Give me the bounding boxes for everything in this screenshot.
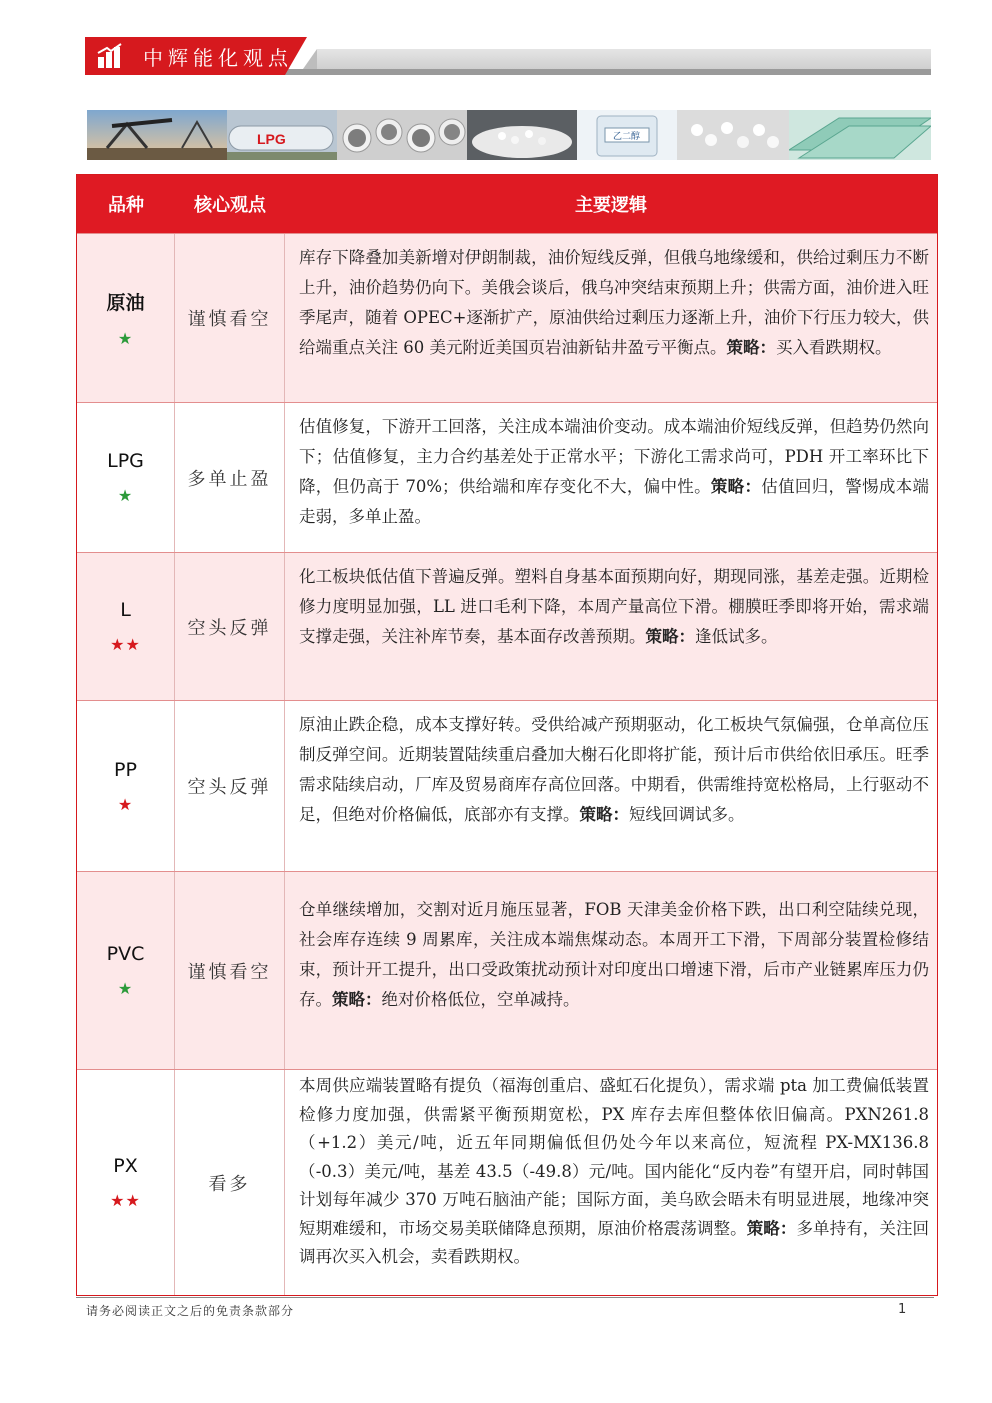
rating-stars: ★★ — [110, 1191, 141, 1210]
strategy-label: 策略： — [746, 1218, 797, 1238]
header-title: 中辉能化观点 — [143, 46, 293, 70]
logic-text: 本周供应端装置略有提负（福海创重启、盛虹石化提负），需求端 pta 加工费偏低装置检修力度加强，供需紧平衡预期宽松，PX 库存去库但整体依旧偏高。PXN261.8（+1.2）美元/吨，近五年同期偏低但仍处今年以来高位，短流程 PX-MX136.8（-0.3）美元/吨，基差 43.5（-49.8）元/吨。国内能化“反内卷”有望开启，同时韩国计划每年减少 370 万吨石脑油产能；国际方面，美乌欧会晤未有明显进展，地缘冲突短期难缓和，市场交易美联储降息预期，原油价格震荡调整。 — [299, 1076, 929, 1238]
table-row — [77, 402, 937, 552]
logic-text: 仓单继续增加，交割对近月施压显著，FOB 天津美金价格下跌，出口利空陆续兑现，社会库存连续 9 周累库，关注成本端焦煤动态。本周开工下滑，下周部分装置检修结束，预计开工提升，出口受政策扰动预计对印度出口增速下滑，后市产业链累库压力仍存。 — [299, 900, 929, 1009]
product-name: PX — [113, 1155, 138, 1177]
core-view-cell — [175, 872, 285, 1069]
bar-chart-building-icon — [97, 43, 123, 69]
core-view-text: 多单止盈 — [187, 468, 272, 490]
strategy-label: 策略： — [645, 627, 695, 646]
pvc-pipes-image — [337, 110, 467, 160]
main-logic-cell — [285, 553, 937, 700]
main-logic-cell — [285, 234, 937, 402]
table-header — [77, 175, 937, 233]
product-cell — [77, 701, 175, 871]
product-name: LPG — [107, 450, 144, 472]
logic-text: 库存下降叠加美新增对伊朗制裁，油价短线反弹，但俄乌地缘缓和，供给过剩压力不断上升，油价趋势仍向下。美俄会谈后，俄乌冲突结束预期上升；供需方面，油价进入旺季尾声，随着 OPEC+逐渐扩产，原油供给过剩压力逐渐上升，油价下行压力较大，供给端重点关注 60 美元附近美国页岩油新钻井盈亏平衡点。 — [299, 248, 929, 357]
table-row — [77, 233, 937, 402]
header-gray-line — [285, 69, 931, 75]
main-logic-cell — [285, 403, 937, 552]
product-name: PVC — [106, 943, 145, 965]
strategy-text: 逢低试多。 — [695, 627, 778, 646]
core-view-cell — [175, 701, 285, 871]
page-number: 1 — [898, 1302, 907, 1317]
product-name: L — [120, 599, 131, 621]
rating-stars: ★★ — [110, 635, 141, 654]
strategy-label: 策略： — [726, 338, 776, 357]
core-view-text: 空头反弹 — [187, 777, 272, 798]
table-row — [77, 1069, 937, 1295]
core-view-text: 谨慎看空 — [187, 961, 272, 983]
table-row — [77, 871, 937, 1069]
core-view-cell — [175, 553, 285, 700]
header-gray-band — [317, 49, 931, 69]
strategy-label: 策略： — [710, 477, 762, 496]
plastic-pellets-image — [467, 110, 577, 160]
ethylene-glycol-bottle-image — [577, 110, 677, 160]
oil-pumpjack-image — [87, 110, 227, 160]
lpg-tank-text: LPG — [257, 131, 286, 147]
core-view-text: 谨慎看空 — [187, 309, 272, 330]
strategy-text: 多单持有，关注回调再次买入机会，卖看跌期权。 — [299, 1218, 930, 1266]
lpg-tank-image — [227, 110, 337, 160]
bottle-label-text: 乙二醇 — [613, 132, 641, 142]
report-header-banner — [85, 37, 933, 77]
table-row — [77, 700, 937, 871]
strategy-text: 买入看跌期权。 — [776, 338, 892, 357]
product-cell — [77, 1070, 175, 1295]
product-name: PP — [114, 758, 137, 781]
main-logic-cell — [285, 872, 937, 1069]
strategy-label: 策略： — [579, 805, 629, 824]
footer-divider — [76, 1297, 934, 1298]
core-view-cell — [175, 1070, 285, 1295]
industry-image-strip — [87, 110, 931, 160]
rating-stars: ★ — [117, 794, 134, 814]
strategy-text: 短线回调试多。 — [629, 805, 745, 824]
strategy-text: 估值回归，警惕成本端走弱，多单止盈。 — [299, 477, 930, 526]
main-logic-cell — [285, 701, 937, 871]
strategy-label: 策略： — [332, 990, 382, 1009]
footer-disclaimer: 请务必阅读正文之后的免责条款部分 — [86, 1304, 295, 1318]
core-view-cell — [175, 234, 285, 402]
logic-text: 化工板块低估值下普遍反弹。塑料自身基本面预期向好，期现同涨，基差走强。近期检修力度明显加强，LL 进口毛利下降，本周产量高位下滑。棚膜旺季即将开始，需求端支撑走强，关注补库节奏，基本面存改善预期。 — [299, 567, 929, 646]
table-row — [77, 552, 937, 700]
white-beads-image — [677, 110, 789, 160]
strategy-table — [76, 174, 938, 1296]
product-cell — [77, 403, 175, 552]
product-cell — [77, 234, 175, 402]
column-header-main-logic: 主要逻辑 — [575, 195, 647, 216]
product-cell — [77, 872, 175, 1069]
strategy-text: 绝对价格低位，空单减持。 — [381, 990, 580, 1009]
column-header-core-view: 核心观点 — [194, 195, 266, 216]
product-cell — [77, 553, 175, 700]
core-view-text: 看多 — [208, 1173, 251, 1195]
main-logic-cell — [285, 1070, 937, 1295]
logic-text: 原油止跌企稳，成本支撑好转。受供给减产预期驱动，化工板块气氛偏强，仓单高位压制反弹空间。近期装置陆续重启叠加大榭石化即将扩能，预计后市供给依旧承压。旺季需求陆续启动，厂库及贸易商库存高位回落。中期看，供需维持宽松格局，上行驱动不足，但绝对价格偏低，底部亦有支撑。 — [299, 715, 929, 824]
column-header-product: 品种 — [108, 195, 144, 216]
rating-stars: ★ — [117, 329, 134, 348]
product-name: 原油 — [106, 292, 145, 314]
core-view-cell — [175, 403, 285, 552]
logic-text: 估值修复，下游开工回落，关注成本端油价变动。成本端油价短线反弹，但趋势仍然向下；估值修复，主力合约基差处于正常水平；下游化工需求尚可，PDH 开工率环比下降，但仍高于 70%；供给端和库存变化不大，偏中性。 — [299, 417, 929, 496]
core-view-text: 空头反弹 — [187, 617, 272, 639]
glass-sheets-image — [789, 110, 931, 160]
rating-stars: ★ — [117, 486, 134, 505]
rating-stars: ★ — [117, 979, 134, 998]
